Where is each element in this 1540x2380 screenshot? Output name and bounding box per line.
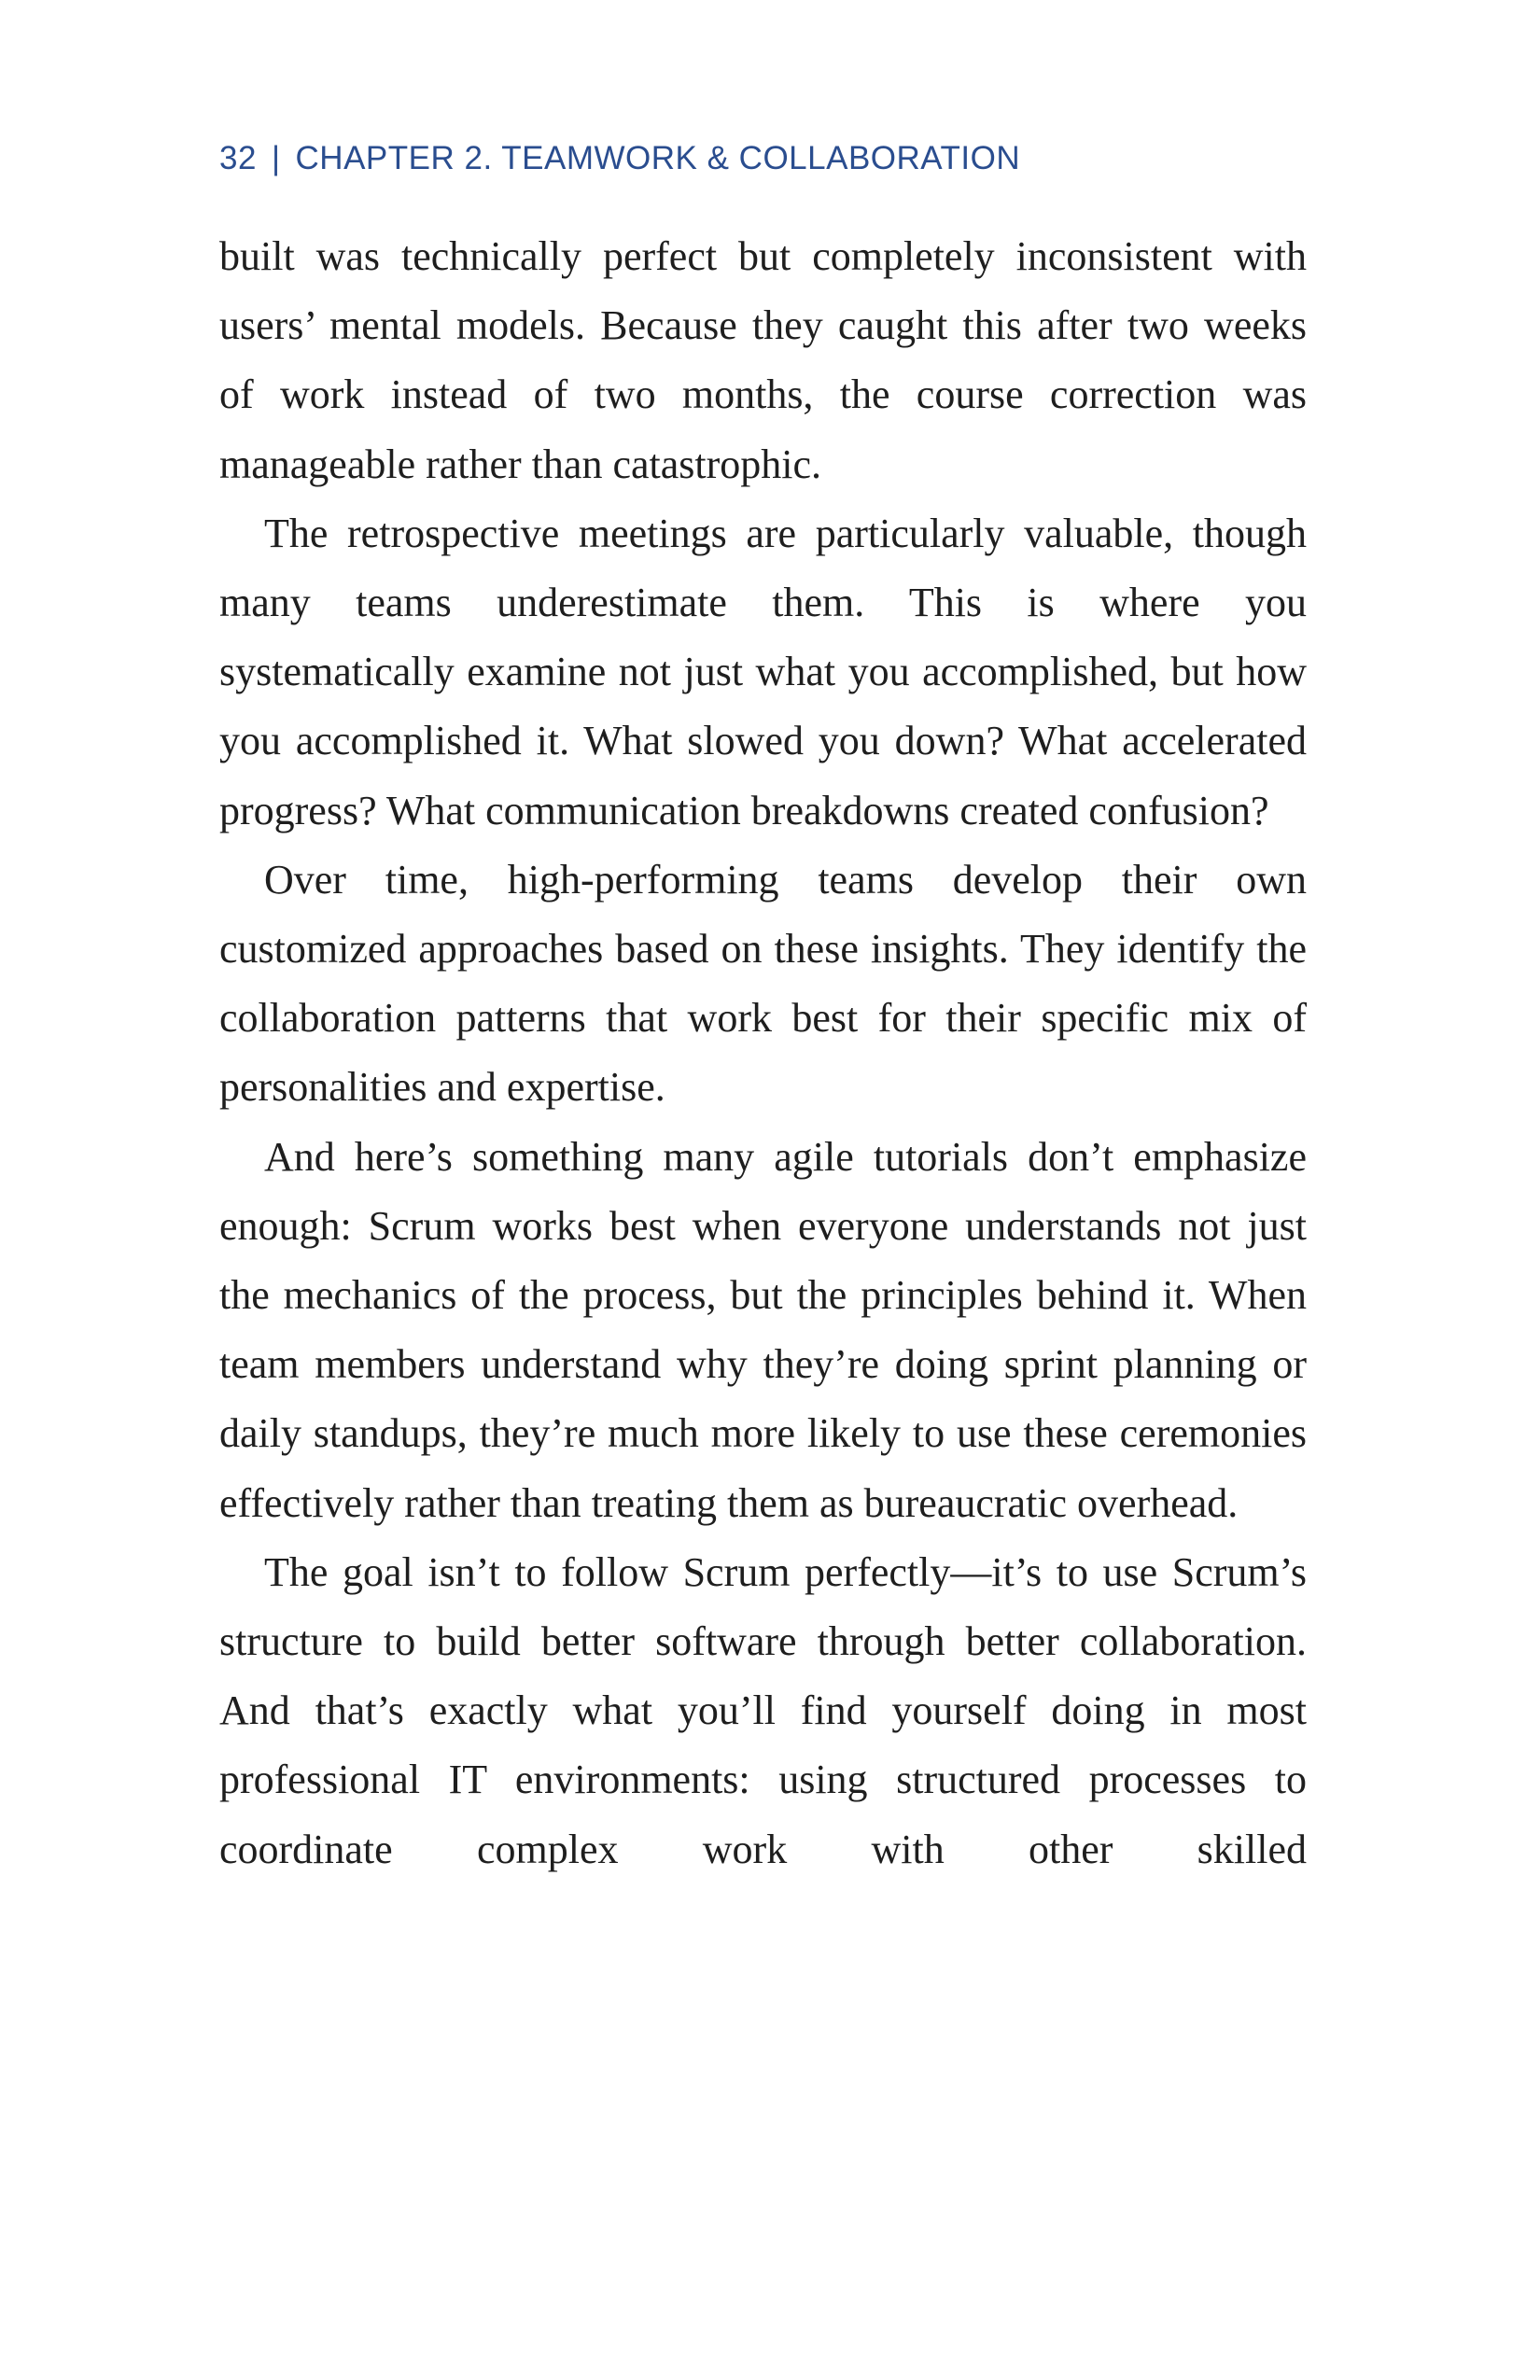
running-header <box>219 142 1020 175</box>
chapter-title: CHAPTER 2. TEAMWORK & COLLABORATION <box>295 140 1021 176</box>
page-number: 32 <box>219 140 257 176</box>
paragraph-retrospective: The retrospective meetings are particularly valuable, though many teams underestimate them. This is where you systematically examine not just what you accomplished, but how you accomplished it. What slowed you down? What accelerated progress? What communication breakdowns created confusion? <box>219 510 1307 833</box>
paragraph-goal: The goal isn’t to follow Scrum perfectly—it’s to use Scrum’s structure to build better software through better collaboration. And that’s exactly what you’ll find yourself doing in most professional IT environments: using structured processes to coordinate complex work with other skilled <box>219 1548 1307 1872</box>
paragraph-scrum-principles: And here’s something many agile tutorials don’t emphasize enough: Scrum works best when everyone understands not just the mechanics of the process, but the principles behind it. When team members understand why they’re doing sprint planning or daily standups, they’re much more likely to use these ceremonies effectively rather than treating them as bureaucratic overhead. <box>219 1133 1307 1526</box>
paragraph-continued: built was technically perfect but completely inconsistent with users’ mental models. Because they caught this after two weeks of work instead of two months, the course correction was manageable rather than catastrophic. <box>219 233 1307 487</box>
header-separator: | <box>271 140 281 176</box>
paragraph-high-performing-teams: Over time, high-performing teams develop their own customized approaches based on these insights. They identify the collaboration patterns that work best for their specific mix of personalities and expertise. <box>219 856 1307 1111</box>
body-text <box>219 222 1307 1884</box>
